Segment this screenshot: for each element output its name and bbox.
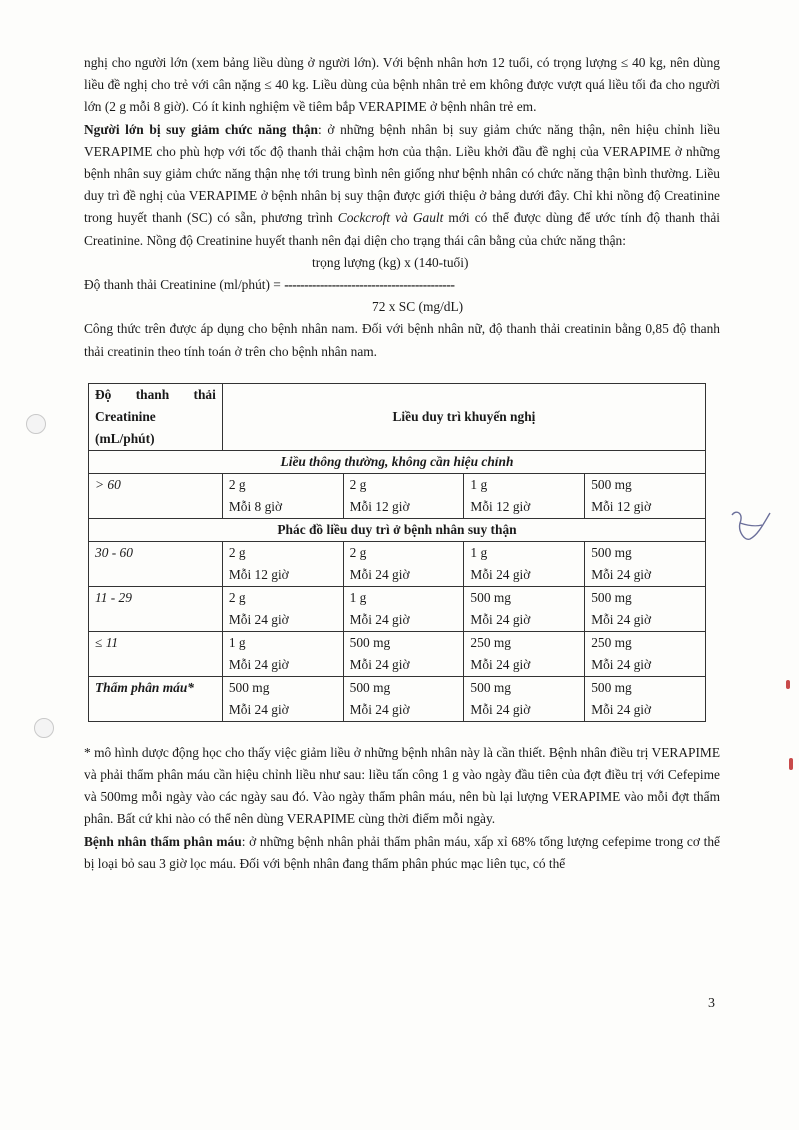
dose-amount: 500 mg	[591, 544, 632, 560]
dose-amount: 500 mg	[591, 679, 632, 695]
dose-cell	[222, 586, 343, 631]
dose-interval: Mỗi 24 giờ	[349, 566, 410, 582]
dose-cell	[464, 473, 585, 518]
header-maintenance-dose: Liều duy trì khuyến nghị	[222, 383, 705, 450]
dose-interval: Mỗi 8 giờ	[228, 498, 283, 514]
dose-interval: Mỗi 24 giờ	[349, 701, 410, 717]
section-renal-regimen: Phác đồ liều duy trì ở bệnh nhân suy thận	[89, 518, 706, 541]
dose-cell	[222, 473, 343, 518]
dose-amount: 500 mg	[349, 679, 391, 695]
dose-interval: Mỗi 24 giờ	[591, 566, 652, 582]
dose-cell	[464, 586, 585, 631]
dose-amount: 2 g	[349, 476, 367, 492]
paragraph-pediatric-dosing: nghị cho người lớn (xem bảng liều dùng ở người lớn). Với bệnh nhân hơn 12 tuổi, có trọng lượng ≤ 40 kg, nên dùng liều đề nghị cho trẻ với cân nặng ≤ 40 kg. Liều dùng của bệnh nhân trẻ em không được vượt quá liều tối đa cho người lớn (2 g mỗi 8 giờ). Có ít kinh nghiệm về tiêm bắp VERAPIME ở bệnh nhân trẻ em.	[84, 55, 720, 115]
section-normal-dose: Liều thông thường, không cần hiệu chỉnh	[89, 450, 706, 473]
dose-amount: 500 mg	[228, 679, 270, 695]
dose-amount: 500 mg	[470, 589, 511, 605]
dose-interval: Mỗi 24 giờ	[470, 701, 531, 717]
renal-text-b: mới có thể được dùng để ước tính độ thanh thải Creatinine. Nồng độ Creatinine huyết thanh nên đại diện cho trạng thái cân bằng của chức năng thận:	[84, 210, 720, 248]
cockcroft-gault-term: Cockcroft và Gault	[337, 210, 444, 226]
dose-cell	[585, 631, 706, 676]
table-row	[89, 676, 706, 721]
row-clearance-label: 11 - 29	[89, 586, 223, 631]
dose-cell	[222, 541, 343, 586]
formula-denominator: 72 x SC (mg/dL)	[372, 299, 464, 315]
dose-interval: Mỗi 12 giờ	[591, 498, 652, 514]
hemodialysis-text: : ở những bệnh nhân phải thẩm phân máu, xấp xỉ 68% tổng lượng cefepime trong cơ thể bị loại bỏ sau 3 giờ lọc máu. Đối với bệnh nhân đang thẩm phân phúc mạc liên tục, có thể	[84, 833, 720, 871]
dose-amount: 1 g	[228, 634, 246, 650]
dose-interval: Mỗi 12 giờ	[470, 498, 531, 514]
dose-interval: Mỗi 24 giờ	[591, 611, 652, 627]
dose-interval: Mỗi 24 giờ	[228, 656, 289, 672]
dose-interval: Mỗi 24 giờ	[349, 656, 410, 672]
punch-hole	[26, 414, 46, 434]
dose-cell	[343, 473, 464, 518]
formula-fraction-line: -------------------------------------------	[284, 277, 455, 293]
dose-amount: 250 mg	[591, 634, 632, 650]
paragraph-renal-impairment	[84, 119, 720, 252]
dose-amount: 500 mg	[591, 589, 632, 605]
table-header-row	[89, 383, 706, 450]
dose-cell	[585, 473, 706, 518]
renal-dosing-table	[88, 383, 706, 722]
dose-amount: 1 g	[470, 476, 488, 492]
formula-label: Độ thanh thải Creatinine (ml/phút) =	[84, 277, 285, 293]
hemodialysis-heading: Bệnh nhân thẩm phân máu	[84, 833, 242, 849]
dose-interval: Mỗi 24 giờ	[470, 566, 531, 582]
handwritten-mark-icon	[724, 505, 774, 550]
dose-interval: Mỗi 24 giờ	[470, 611, 531, 627]
page-number: 3	[708, 996, 715, 1011]
renal-dose-rows	[89, 541, 706, 721]
dose-interval: Mỗi 24 giờ	[228, 701, 289, 717]
dose-interval: Mỗi 12 giờ	[349, 498, 410, 514]
dose-amount: 2 g	[228, 544, 246, 560]
footnote-hemodialysis: * mô hình dược động học cho thấy việc giảm liều ở những bệnh nhân này là cần thiết. Bệnh nhân điều trị VERAPIME và phải thẩm phân máu cần hiệu chỉnh liều như sau: liều tấn công 1 g vào ngày đầu tiên của đợt điều trị với Cefepime và 500mg mỗi ngày vào các ngày sau đó. Vào ngày thẩm phân máu, nên bù lại lượng VERAPIME vào mỗi đợt thẩm phân. Bất cứ khi nào có thể nên dùng VERAPIME cùng thời điểm mỗi ngày.	[84, 744, 720, 827]
creatinine-clearance-formula	[84, 252, 720, 319]
margin-mark	[789, 758, 793, 770]
header-creatinine-clearance: Độ thanh thải Creatinine (mL/phút)	[89, 383, 223, 450]
dose-cell	[585, 541, 706, 586]
dose-cell	[343, 631, 464, 676]
paragraph-hemodialysis-patients	[84, 831, 720, 875]
dose-cell	[222, 676, 343, 721]
dose-interval: Mỗi 12 giờ	[228, 566, 289, 582]
dose-cell	[464, 631, 585, 676]
table-row	[89, 541, 706, 586]
dose-amount: 500 mg	[349, 634, 391, 650]
dose-interval: Mỗi 24 giờ	[228, 611, 289, 627]
dose-interval: Mỗi 24 giờ	[349, 611, 410, 627]
dose-interval: Mỗi 24 giờ	[470, 656, 531, 672]
dose-amount: 2 g	[228, 589, 246, 605]
normal-dose-rows	[89, 473, 706, 518]
dose-amount: 1 g	[349, 589, 367, 605]
formula-numerator: trọng lượng (kg) x (140-tuổi)	[312, 254, 469, 270]
table-row	[89, 473, 706, 518]
punch-hole	[34, 718, 54, 738]
dose-cell	[585, 676, 706, 721]
dose-amount: 1 g	[470, 544, 488, 560]
document-body	[84, 52, 720, 875]
dose-cell	[343, 676, 464, 721]
dose-amount: 500 mg	[470, 679, 511, 695]
margin-mark	[786, 680, 790, 689]
renal-text-a: : ở những bệnh nhân bị suy giảm chức năng thận, nên hiệu chỉnh liều VERAPIME cho phù hợp với tốc độ thanh thải chậm hơn của thận. Liều khởi đầu đề nghị của VERAPIME ở những bệnh nhân suy giảm chức năng thận nhẹ tới trung bình nên giống như bệnh nhân có chức năng thận bình thường. Liều duy trì đề nghị của VERAPIME ở bệnh nhân bị suy thận được giới thiệu ở bảng dưới đây. Chỉ khi nồng độ Creatinine trong huyết thanh (SC) có sẵn, phương trình	[84, 121, 720, 226]
dose-interval: Mỗi 24 giờ	[591, 656, 652, 672]
dose-cell	[222, 631, 343, 676]
dose-cell	[464, 676, 585, 721]
dose-cell	[585, 586, 706, 631]
row-clearance-label: Thẩm phân máu*	[89, 676, 223, 721]
row-clearance-label: ≤ 11	[89, 631, 223, 676]
table-row	[89, 586, 706, 631]
table-row	[89, 631, 706, 676]
dose-cell	[343, 586, 464, 631]
dose-cell	[464, 541, 585, 586]
dose-cell	[343, 541, 464, 586]
row-clearance-label: 30 - 60	[89, 541, 223, 586]
dose-amount: 250 mg	[470, 634, 511, 650]
dose-amount: 500 mg	[591, 476, 632, 492]
renal-impairment-heading: Người lớn bị suy giảm chức năng thận	[84, 121, 319, 137]
paragraph-female-adjustment: Công thức trên được áp dụng cho bệnh nhân nam. Đối với bệnh nhân nữ, độ thanh thải creatinin bằng 0,85 độ thanh thải creatinin theo tính toán ở trên cho bệnh nhân nam.	[84, 321, 720, 359]
dose-amount: 2 g	[228, 476, 246, 492]
dose-interval: Mỗi 24 giờ	[591, 701, 652, 717]
row-clearance-label: > 60	[89, 473, 223, 518]
dose-amount: 2 g	[349, 544, 367, 560]
